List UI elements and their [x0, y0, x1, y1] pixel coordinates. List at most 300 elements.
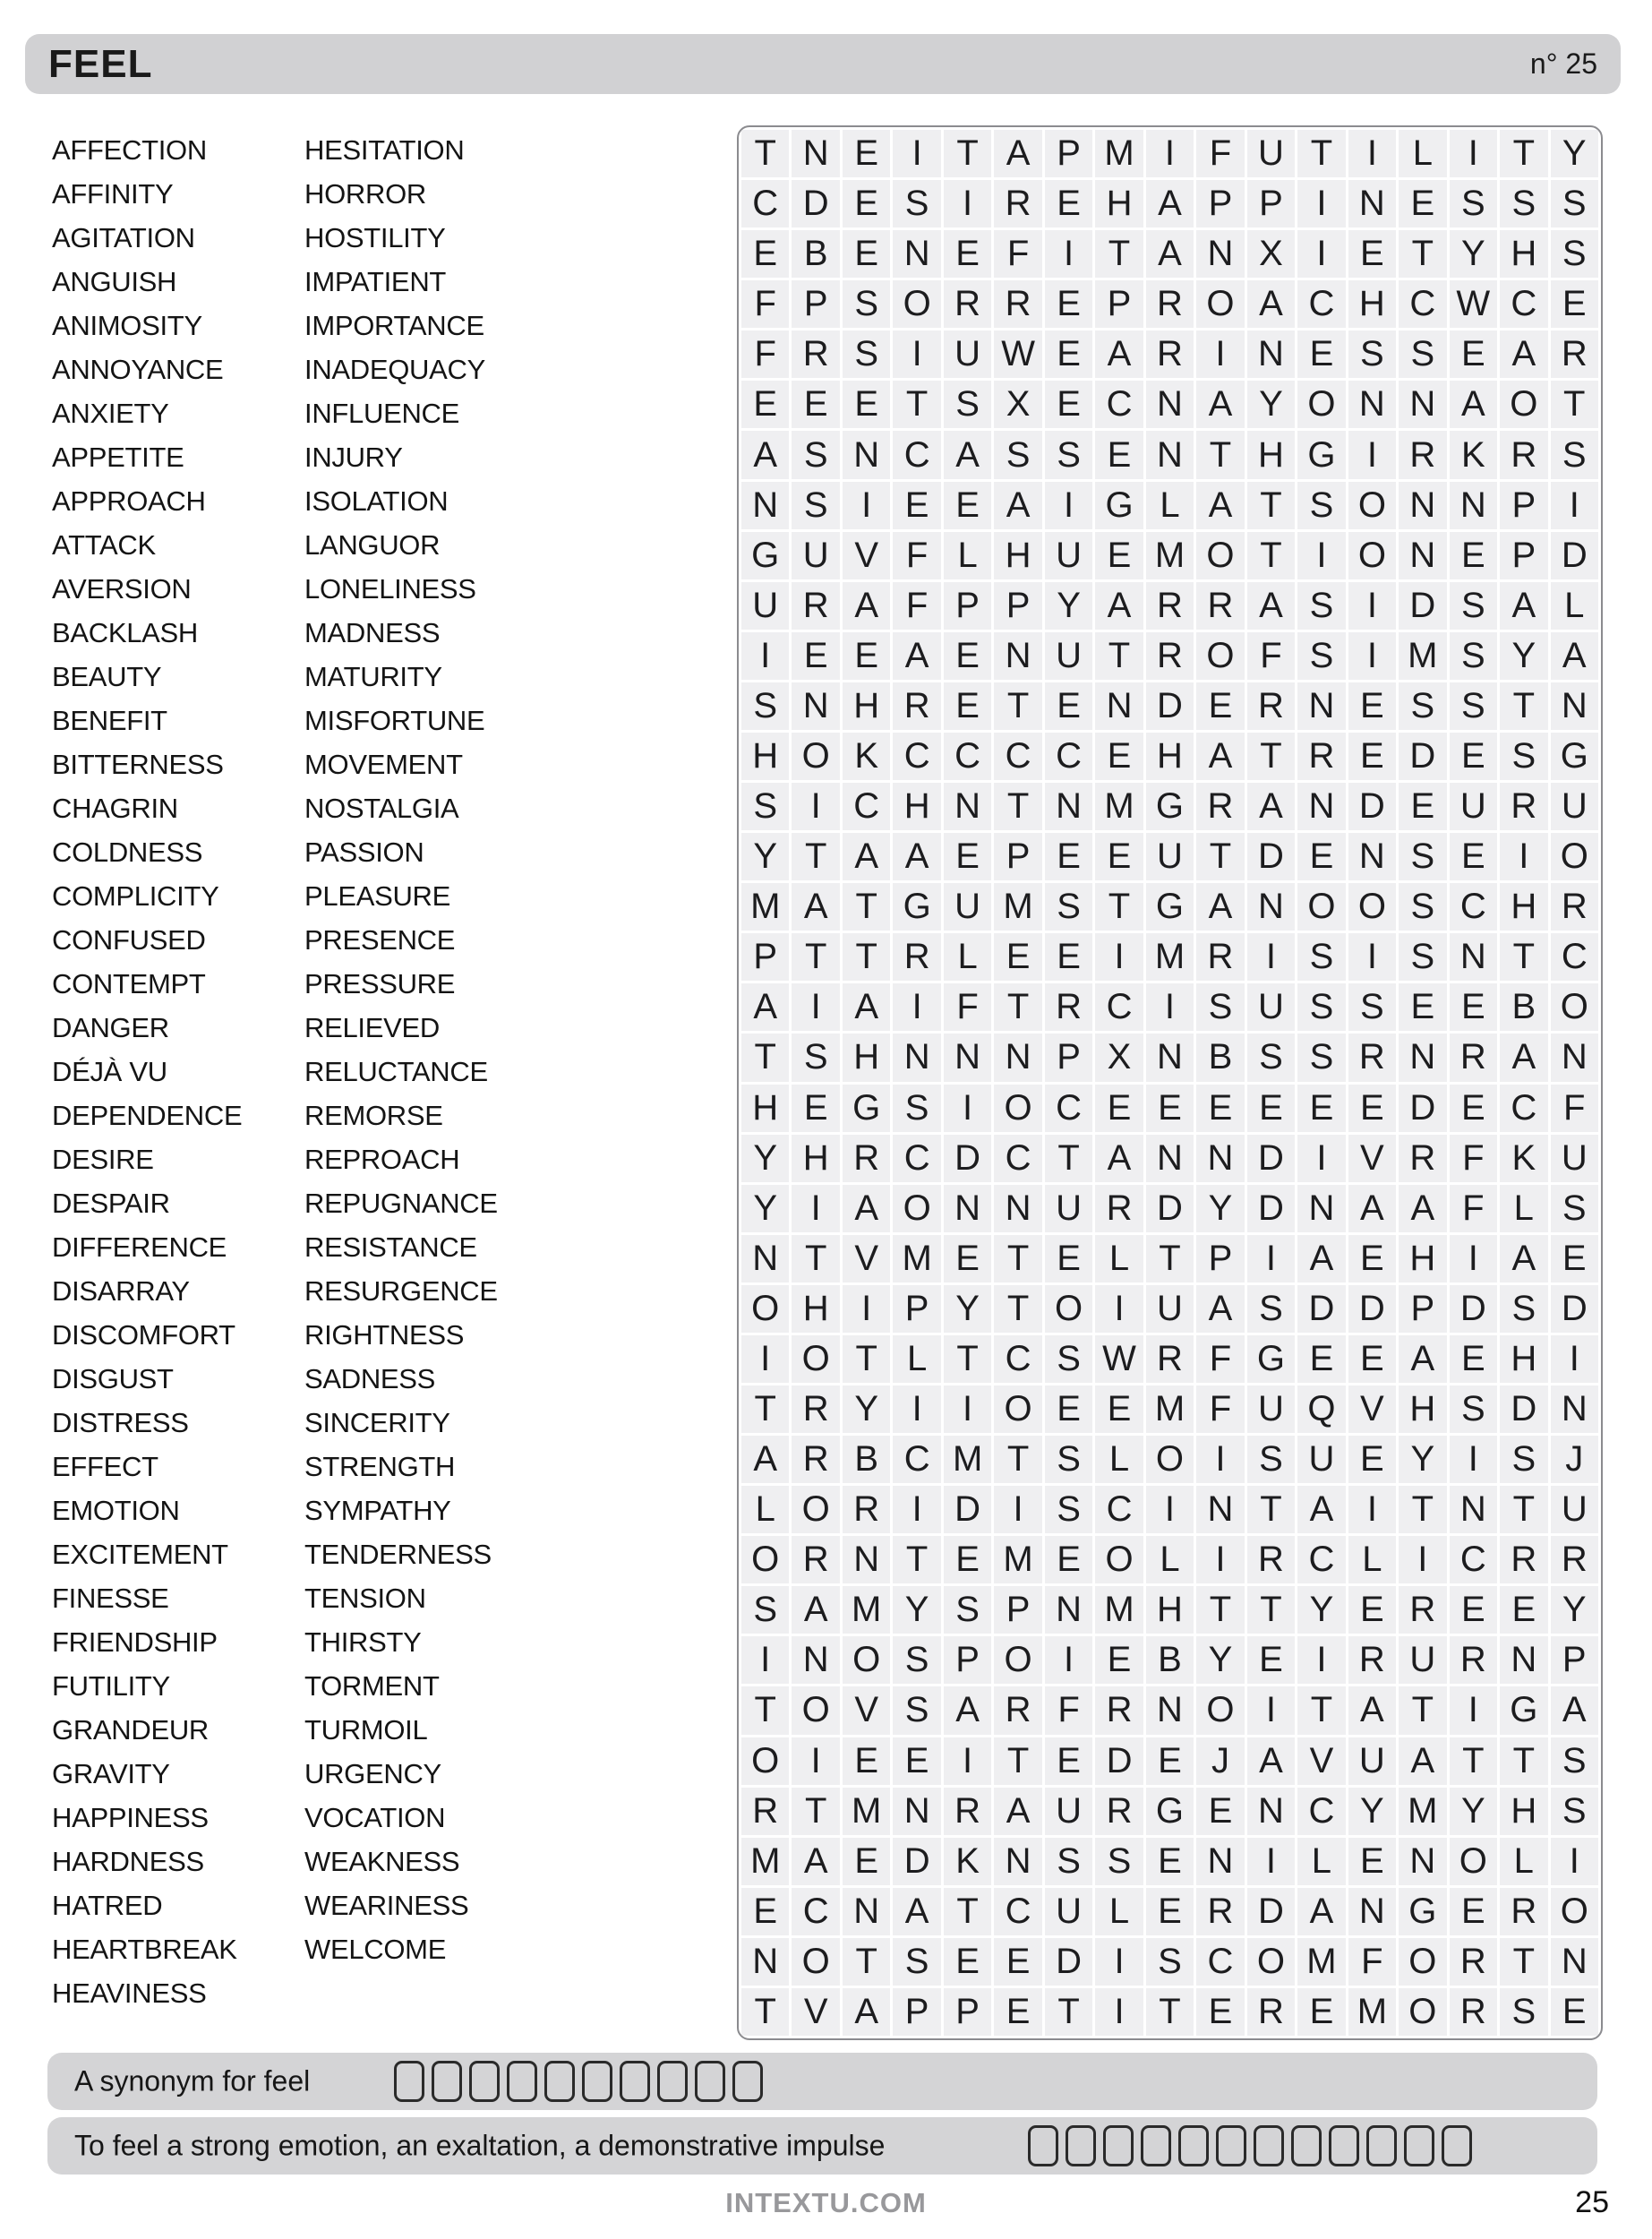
grid-cell[interactable]: H [843, 682, 890, 730]
grid-cell[interactable]: A [994, 130, 1041, 177]
grid-cell[interactable]: O [1399, 1988, 1446, 2036]
answer-box[interactable] [394, 2061, 424, 2102]
grid-cell[interactable]: S [1348, 330, 1396, 378]
grid-cell[interactable]: R [1146, 632, 1194, 680]
grid-cell[interactable]: N [843, 1536, 890, 1583]
grid-cell[interactable]: T [1450, 1737, 1497, 1785]
grid-cell[interactable]: G [1146, 1788, 1194, 1835]
grid-cell[interactable]: I [1095, 1988, 1143, 2036]
grid-cell[interactable]: P [994, 582, 1041, 630]
grid-cell[interactable]: E [1045, 1536, 1092, 1583]
grid-cell[interactable]: R [893, 682, 940, 730]
grid-cell[interactable]: T [1247, 532, 1295, 579]
grid-cell[interactable]: E [792, 632, 839, 680]
grid-cell[interactable]: F [1045, 1686, 1092, 1734]
grid-cell[interactable]: A [1095, 1135, 1143, 1182]
grid-cell[interactable]: T [1500, 1737, 1547, 1785]
grid-cell[interactable]: R [1348, 1636, 1396, 1684]
grid-cell[interactable]: O [994, 1085, 1041, 1132]
grid-cell[interactable]: V [1297, 1737, 1345, 1785]
grid-cell[interactable]: N [944, 1034, 991, 1081]
grid-cell[interactable]: E [1095, 1385, 1143, 1433]
grid-cell[interactable]: S [1399, 933, 1446, 981]
grid-cell[interactable]: R [1196, 582, 1244, 630]
grid-cell[interactable]: H [1399, 1385, 1446, 1433]
grid-cell[interactable]: D [944, 1486, 991, 1533]
grid-cell[interactable]: S [1247, 1436, 1295, 1483]
grid-cell[interactable]: L [1399, 130, 1446, 177]
grid-cell[interactable]: E [1095, 833, 1143, 880]
grid-cell[interactable]: I [1297, 1636, 1345, 1684]
answer-box[interactable] [1066, 2125, 1096, 2166]
grid-cell[interactable]: E [1297, 330, 1345, 378]
grid-cell[interactable]: R [944, 280, 991, 328]
grid-cell[interactable]: N [1146, 431, 1194, 478]
grid-cell[interactable]: G [1399, 1888, 1446, 1935]
grid-cell[interactable]: A [1500, 1034, 1547, 1081]
grid-cell[interactable]: N [944, 783, 991, 830]
grid-cell[interactable]: J [1551, 1436, 1598, 1483]
grid-cell[interactable]: C [893, 733, 940, 780]
grid-cell[interactable]: T [994, 983, 1041, 1031]
grid-cell[interactable]: H [1146, 733, 1194, 780]
grid-cell[interactable]: X [1247, 230, 1295, 278]
grid-cell[interactable]: I [792, 1185, 839, 1232]
grid-cell[interactable]: I [1247, 1838, 1295, 1885]
grid-cell[interactable]: S [893, 1686, 940, 1734]
grid-cell[interactable]: U [944, 883, 991, 931]
grid-cell[interactable]: C [741, 180, 789, 227]
grid-cell[interactable]: R [1450, 1938, 1497, 1986]
grid-cell[interactable]: D [1348, 783, 1396, 830]
grid-cell[interactable]: R [1450, 1034, 1497, 1081]
grid-cell[interactable]: V [1348, 1385, 1396, 1433]
grid-cell[interactable]: E [1045, 1235, 1092, 1282]
grid-cell[interactable]: R [1551, 330, 1598, 378]
grid-cell[interactable]: O [792, 1686, 839, 1734]
grid-cell[interactable]: E [944, 682, 991, 730]
grid-cell[interactable]: A [1247, 1737, 1295, 1785]
grid-cell[interactable]: S [1045, 1335, 1092, 1383]
grid-cell[interactable]: T [843, 883, 890, 931]
grid-cell[interactable]: T [893, 381, 940, 428]
answer-box[interactable] [1216, 2125, 1246, 2166]
grid-cell[interactable]: H [1399, 1235, 1446, 1282]
grid-cell[interactable]: R [1399, 431, 1446, 478]
grid-cell[interactable]: S [1045, 883, 1092, 931]
grid-cell[interactable]: R [1399, 1135, 1446, 1182]
grid-cell[interactable]: A [843, 833, 890, 880]
grid-cell[interactable]: E [1399, 983, 1446, 1031]
grid-cell[interactable]: S [1297, 983, 1345, 1031]
grid-cell[interactable]: T [741, 1034, 789, 1081]
grid-cell[interactable]: S [1551, 1737, 1598, 1785]
grid-cell[interactable]: A [1399, 1335, 1446, 1383]
grid-cell[interactable]: M [893, 1235, 940, 1282]
grid-cell[interactable]: S [1551, 1185, 1598, 1232]
grid-cell[interactable]: E [944, 482, 991, 529]
grid-cell[interactable]: C [1297, 280, 1345, 328]
grid-cell[interactable]: E [1399, 180, 1446, 227]
grid-cell[interactable]: Y [1551, 1586, 1598, 1634]
grid-cell[interactable]: O [1196, 532, 1244, 579]
grid-cell[interactable]: N [1399, 532, 1446, 579]
grid-cell[interactable]: I [1045, 230, 1092, 278]
grid-cell[interactable]: O [741, 1285, 789, 1333]
grid-cell[interactable]: T [944, 1888, 991, 1935]
grid-cell[interactable]: G [741, 532, 789, 579]
grid-cell[interactable]: X [1095, 1034, 1143, 1081]
grid-cell[interactable]: Y [1348, 1788, 1396, 1835]
grid-cell[interactable]: N [792, 682, 839, 730]
grid-cell[interactable]: L [1146, 1536, 1194, 1583]
grid-cell[interactable]: A [994, 1788, 1041, 1835]
grid-cell[interactable]: N [1399, 1034, 1446, 1081]
grid-cell[interactable]: E [1146, 1085, 1194, 1132]
grid-cell[interactable]: V [843, 1686, 890, 1734]
grid-cell[interactable]: I [944, 1385, 991, 1433]
grid-cell[interactable]: S [1045, 1486, 1092, 1533]
grid-cell[interactable]: S [1551, 180, 1598, 227]
grid-cell[interactable]: I [1196, 1536, 1244, 1583]
grid-cell[interactable]: E [843, 1838, 890, 1885]
grid-cell[interactable]: R [994, 180, 1041, 227]
grid-cell[interactable]: P [1500, 482, 1547, 529]
grid-cell[interactable]: O [893, 1185, 940, 1232]
grid-cell[interactable]: R [1500, 783, 1547, 830]
grid-cell[interactable]: P [893, 1988, 940, 2036]
grid-cell[interactable]: A [1297, 1486, 1345, 1533]
grid-cell[interactable]: N [1146, 381, 1194, 428]
grid-cell[interactable]: H [792, 1285, 839, 1333]
grid-cell[interactable]: P [1045, 130, 1092, 177]
grid-cell[interactable]: N [944, 1185, 991, 1232]
grid-cell[interactable]: A [1551, 1686, 1598, 1734]
grid-cell[interactable]: E [1146, 1838, 1194, 1885]
grid-cell[interactable]: E [1297, 1335, 1345, 1383]
grid-cell[interactable]: S [1348, 983, 1396, 1031]
grid-cell[interactable]: T [1500, 1486, 1547, 1533]
answer-box[interactable] [582, 2061, 612, 2102]
grid-cell[interactable]: R [792, 582, 839, 630]
grid-cell[interactable]: D [792, 180, 839, 227]
grid-cell[interactable]: M [1348, 1988, 1396, 2036]
grid-cell[interactable]: Y [1551, 130, 1598, 177]
grid-cell[interactable]: M [843, 1586, 890, 1634]
grid-cell[interactable]: E [1196, 1085, 1244, 1132]
grid-cell[interactable]: M [1146, 933, 1194, 981]
grid-cell[interactable]: E [1045, 381, 1092, 428]
grid-cell[interactable]: N [1247, 1788, 1295, 1835]
grid-cell[interactable]: U [1450, 783, 1497, 830]
grid-cell[interactable]: E [893, 1737, 940, 1785]
grid-cell[interactable]: E [1095, 1085, 1143, 1132]
grid-cell[interactable]: Y [944, 1285, 991, 1333]
grid-cell[interactable]: R [792, 1385, 839, 1433]
grid-cell[interactable]: N [1247, 883, 1295, 931]
grid-cell[interactable]: N [1095, 682, 1143, 730]
grid-cell[interactable]: L [944, 532, 991, 579]
grid-cell[interactable]: S [1399, 682, 1446, 730]
answer-box[interactable] [507, 2061, 537, 2102]
grid-cell[interactable]: H [741, 1085, 789, 1132]
grid-cell[interactable]: T [741, 1385, 789, 1433]
grid-cell[interactable]: E [1297, 1988, 1345, 2036]
grid-cell[interactable]: E [944, 1235, 991, 1282]
grid-cell[interactable]: S [1297, 582, 1345, 630]
answer-box[interactable] [1254, 2125, 1284, 2166]
answer-box[interactable] [657, 2061, 688, 2102]
grid-cell[interactable]: S [1399, 883, 1446, 931]
grid-cell[interactable]: N [1450, 482, 1497, 529]
grid-cell[interactable]: S [1045, 1436, 1092, 1483]
grid-cell[interactable]: S [792, 431, 839, 478]
grid-cell[interactable]: U [1399, 1636, 1446, 1684]
grid-cell[interactable]: Y [1399, 1436, 1446, 1483]
grid-cell[interactable]: S [944, 381, 991, 428]
grid-cell[interactable]: P [944, 1988, 991, 2036]
grid-cell[interactable]: N [994, 632, 1041, 680]
grid-cell[interactable]: E [843, 381, 890, 428]
grid-cell[interactable]: R [1500, 431, 1547, 478]
grid-cell[interactable]: U [1045, 532, 1092, 579]
grid-cell[interactable]: E [994, 933, 1041, 981]
grid-cell[interactable]: E [1450, 983, 1497, 1031]
grid-cell[interactable]: N [1196, 1135, 1244, 1182]
grid-cell[interactable]: E [1450, 733, 1497, 780]
grid-cell[interactable]: Y [843, 1385, 890, 1433]
grid-cell[interactable]: I [893, 330, 940, 378]
grid-cell[interactable]: M [1399, 632, 1446, 680]
grid-cell[interactable]: I [1095, 1938, 1143, 1986]
grid-cell[interactable]: F [1348, 1938, 1396, 1986]
grid-cell[interactable]: A [741, 1436, 789, 1483]
grid-cell[interactable]: E [1551, 280, 1598, 328]
grid-cell[interactable]: O [792, 1486, 839, 1533]
grid-cell[interactable]: H [1500, 1335, 1547, 1383]
grid-cell[interactable]: D [1247, 833, 1295, 880]
grid-cell[interactable]: P [1196, 1235, 1244, 1282]
grid-cell[interactable]: S [1450, 180, 1497, 227]
grid-cell[interactable]: E [1348, 1085, 1396, 1132]
answer-box[interactable] [1366, 2125, 1397, 2166]
grid-cell[interactable]: T [843, 933, 890, 981]
grid-cell[interactable]: T [893, 1536, 940, 1583]
grid-cell[interactable]: N [792, 130, 839, 177]
grid-cell[interactable]: T [1045, 1988, 1092, 2036]
grid-cell[interactable]: D [1247, 1888, 1295, 1935]
grid-cell[interactable]: I [944, 180, 991, 227]
grid-cell[interactable]: S [1450, 632, 1497, 680]
grid-cell[interactable]: D [1500, 1385, 1547, 1433]
grid-cell[interactable]: E [1247, 1085, 1295, 1132]
grid-cell[interactable]: T [1247, 1486, 1295, 1533]
answer-box[interactable] [1141, 2125, 1171, 2166]
grid-cell[interactable]: E [1095, 532, 1143, 579]
grid-cell[interactable]: C [1551, 933, 1598, 981]
grid-cell[interactable]: O [741, 1536, 789, 1583]
grid-cell[interactable]: R [1551, 1536, 1598, 1583]
grid-cell[interactable]: A [792, 1838, 839, 1885]
grid-cell[interactable]: C [1095, 381, 1143, 428]
grid-cell[interactable]: Y [1297, 1586, 1345, 1634]
grid-cell[interactable]: R [792, 330, 839, 378]
grid-cell[interactable]: E [944, 230, 991, 278]
grid-cell[interactable]: L [1095, 1888, 1143, 1935]
grid-cell[interactable]: E [1348, 1586, 1396, 1634]
grid-cell[interactable]: O [1146, 1436, 1194, 1483]
grid-cell[interactable]: N [741, 1938, 789, 1986]
grid-cell[interactable]: Y [1045, 582, 1092, 630]
grid-cell[interactable]: S [1399, 330, 1446, 378]
grid-cell[interactable]: S [1450, 682, 1497, 730]
grid-cell[interactable]: R [1450, 1636, 1497, 1684]
grid-cell[interactable]: R [1196, 933, 1244, 981]
grid-cell[interactable]: E [1297, 1085, 1345, 1132]
grid-cell[interactable]: S [741, 1586, 789, 1634]
grid-cell[interactable]: P [1045, 1034, 1092, 1081]
grid-cell[interactable]: F [994, 230, 1041, 278]
grid-cell[interactable]: G [1095, 482, 1143, 529]
grid-cell[interactable]: S [893, 1085, 940, 1132]
grid-cell[interactable]: R [1551, 883, 1598, 931]
grid-cell[interactable]: R [1500, 1888, 1547, 1935]
grid-cell[interactable]: R [1095, 1788, 1143, 1835]
grid-cell[interactable]: R [1450, 1988, 1497, 2036]
grid-cell[interactable]: L [1146, 482, 1194, 529]
grid-cell[interactable]: T [741, 1686, 789, 1734]
grid-cell[interactable]: E [1095, 1636, 1143, 1684]
grid-cell[interactable]: R [843, 1135, 890, 1182]
grid-cell[interactable]: D [1551, 532, 1598, 579]
grid-cell[interactable]: N [893, 230, 940, 278]
grid-cell[interactable]: Y [1196, 1636, 1244, 1684]
grid-cell[interactable]: A [893, 632, 940, 680]
grid-cell[interactable]: N [1551, 1034, 1598, 1081]
grid-cell[interactable]: T [1500, 933, 1547, 981]
grid-cell[interactable]: C [1500, 280, 1547, 328]
grid-cell[interactable]: I [792, 983, 839, 1031]
grid-cell[interactable]: S [1247, 1034, 1295, 1081]
grid-cell[interactable]: S [893, 1938, 940, 1986]
grid-cell[interactable]: T [1095, 632, 1143, 680]
grid-cell[interactable]: A [1095, 582, 1143, 630]
grid-cell[interactable]: A [1196, 1285, 1244, 1333]
grid-cell[interactable]: E [792, 381, 839, 428]
grid-cell[interactable]: A [1348, 1686, 1396, 1734]
grid-cell[interactable]: I [1095, 933, 1143, 981]
grid-cell[interactable]: E [1045, 180, 1092, 227]
grid-cell[interactable]: S [1297, 482, 1345, 529]
grid-cell[interactable]: A [1196, 733, 1244, 780]
answer-box[interactable] [1404, 2125, 1434, 2166]
answer-box[interactable] [1442, 2125, 1472, 2166]
grid-cell[interactable]: E [1095, 431, 1143, 478]
grid-cell[interactable]: R [944, 1788, 991, 1835]
grid-cell[interactable]: I [1297, 180, 1345, 227]
grid-cell[interactable]: M [1146, 1385, 1194, 1433]
grid-cell[interactable]: C [994, 1135, 1041, 1182]
grid-cell[interactable]: A [1146, 230, 1194, 278]
grid-cell[interactable]: R [893, 933, 940, 981]
grid-cell[interactable]: L [1348, 1536, 1396, 1583]
grid-cell[interactable]: S [1500, 1988, 1547, 2036]
grid-cell[interactable]: O [792, 1335, 839, 1383]
grid-cell[interactable]: W [1450, 280, 1497, 328]
grid-cell[interactable]: C [843, 783, 890, 830]
grid-cell[interactable]: L [1095, 1235, 1143, 1282]
grid-cell[interactable]: I [1399, 1536, 1446, 1583]
grid-cell[interactable]: R [994, 280, 1041, 328]
grid-cell[interactable]: D [893, 1838, 940, 1885]
grid-cell[interactable]: Y [1450, 230, 1497, 278]
grid-cell[interactable]: A [944, 431, 991, 478]
grid-cell[interactable]: N [1450, 933, 1497, 981]
grid-cell[interactable]: E [1450, 532, 1497, 579]
grid-cell[interactable]: D [1450, 1285, 1497, 1333]
grid-cell[interactable]: A [1348, 1185, 1396, 1232]
grid-cell[interactable]: C [1297, 1788, 1345, 1835]
grid-cell[interactable]: A [1297, 1888, 1345, 1935]
grid-cell[interactable]: E [1045, 833, 1092, 880]
grid-cell[interactable]: S [792, 482, 839, 529]
grid-cell[interactable]: C [1045, 733, 1092, 780]
grid-cell[interactable]: I [1348, 933, 1396, 981]
grid-cell[interactable]: I [1551, 1838, 1598, 1885]
grid-cell[interactable]: Y [1500, 632, 1547, 680]
grid-cell[interactable]: S [944, 1586, 991, 1634]
grid-cell[interactable]: O [1045, 1285, 1092, 1333]
grid-cell[interactable]: I [893, 1486, 940, 1533]
grid-cell[interactable]: N [1196, 230, 1244, 278]
grid-cell[interactable]: H [994, 532, 1041, 579]
grid-cell[interactable]: R [1146, 280, 1194, 328]
grid-cell[interactable]: D [1146, 1185, 1194, 1232]
grid-cell[interactable]: S [1500, 1285, 1547, 1333]
grid-cell[interactable]: E [1450, 1586, 1497, 1634]
grid-cell[interactable]: U [1045, 1788, 1092, 1835]
grid-cell[interactable]: E [1399, 783, 1446, 830]
grid-cell[interactable]: I [1247, 1686, 1295, 1734]
grid-cell[interactable]: A [843, 1988, 890, 2036]
grid-cell[interactable]: E [1045, 1385, 1092, 1433]
grid-cell[interactable]: E [843, 230, 890, 278]
grid-cell[interactable]: I [1297, 532, 1345, 579]
grid-cell[interactable]: S [1297, 933, 1345, 981]
grid-cell[interactable]: R [1146, 1335, 1194, 1383]
grid-cell[interactable]: R [792, 1536, 839, 1583]
grid-cell[interactable]: L [893, 1335, 940, 1383]
grid-cell[interactable]: U [944, 330, 991, 378]
grid-cell[interactable]: U [741, 582, 789, 630]
grid-cell[interactable]: R [1045, 983, 1092, 1031]
grid-cell[interactable]: V [843, 1235, 890, 1282]
grid-cell[interactable]: T [1146, 1235, 1194, 1282]
grid-cell[interactable]: F [1247, 632, 1295, 680]
grid-cell[interactable]: C [893, 431, 940, 478]
grid-cell[interactable]: A [1297, 1235, 1345, 1282]
grid-cell[interactable]: C [994, 1335, 1041, 1383]
grid-cell[interactable]: S [1297, 1034, 1345, 1081]
grid-cell[interactable]: E [1450, 833, 1497, 880]
grid-cell[interactable]: E [1450, 1085, 1497, 1132]
grid-cell[interactable]: T [792, 933, 839, 981]
grid-cell[interactable]: T [741, 1988, 789, 2036]
grid-cell[interactable]: S [994, 431, 1041, 478]
grid-cell[interactable]: E [893, 482, 940, 529]
grid-cell[interactable]: F [944, 983, 991, 1031]
grid-cell[interactable]: Y [1196, 1185, 1244, 1232]
